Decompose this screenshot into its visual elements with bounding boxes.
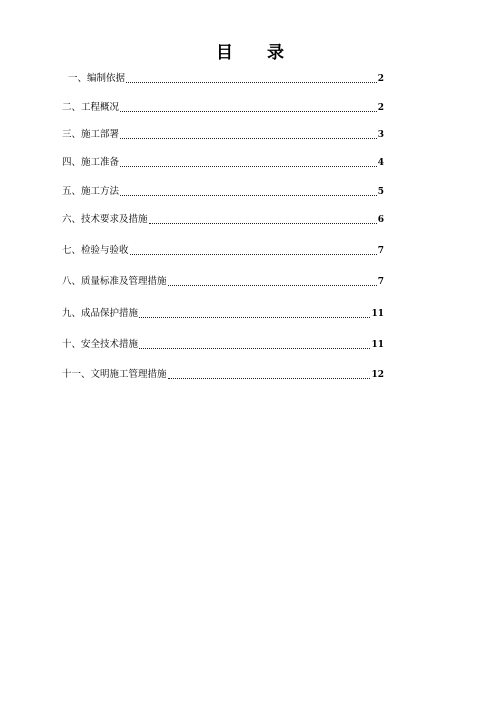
toc-entry[interactable]: [62, 156, 384, 170]
toc-entry[interactable]: [62, 185, 384, 199]
toc-leader-dots: [120, 111, 377, 112]
toc-entry-label: 八、质量标准及管理措施: [62, 276, 167, 287]
toc-entry[interactable]: [62, 244, 384, 258]
toc-entry[interactable]: [62, 128, 384, 142]
toc-entry[interactable]: [62, 72, 384, 86]
toc-leader-dots: [168, 285, 377, 286]
toc-leader-dots: [120, 166, 377, 167]
toc-entry[interactable]: [62, 275, 384, 289]
toc-entry-label: 二、工程概况: [62, 102, 120, 113]
toc-entry-page: 11: [371, 340, 384, 350]
toc-leader-dots: [130, 254, 377, 255]
toc-entry-page: 7: [377, 277, 384, 287]
toc-entry-page: 5: [377, 187, 384, 197]
toc-leader-dots: [149, 223, 377, 224]
toc-entry-label: 十一、文明施工管理措施: [62, 369, 167, 380]
toc-leader-dots: [139, 348, 370, 349]
toc-entry-page: 4: [377, 158, 384, 168]
toc-entry-label: 六、技术要求及措施: [62, 214, 148, 225]
toc-entry-page: 12: [371, 370, 384, 380]
toc-entry-page: 2: [377, 103, 384, 113]
toc-entry-label: 一、编制依据: [68, 73, 126, 84]
toc-entry[interactable]: [62, 338, 384, 352]
toc-entry-page: 7: [377, 246, 384, 256]
toc-entry-page: 6: [377, 215, 384, 225]
toc-leader-dots: [126, 82, 377, 83]
toc-entry[interactable]: [62, 101, 384, 115]
toc-title: 目 录: [216, 43, 298, 63]
toc-entry-label: 三、施工部署: [62, 129, 120, 140]
toc-entry-label: 十、安全技术措施: [62, 339, 139, 350]
toc-entry-label: 四、施工准备: [62, 157, 120, 168]
toc-entry[interactable]: [62, 213, 384, 227]
toc-entry[interactable]: [62, 307, 384, 321]
toc-entry-page: 2: [377, 74, 384, 84]
toc-leader-dots: [139, 317, 370, 318]
toc-leader-dots: [120, 195, 377, 196]
toc-entry[interactable]: [62, 368, 384, 382]
toc-entry-page: 3: [377, 130, 384, 140]
toc-leader-dots: [168, 378, 371, 379]
toc-entry-page: 11: [371, 309, 384, 319]
toc-leader-dots: [120, 138, 377, 139]
toc-entry-label: 九、成品保护措施: [62, 308, 139, 319]
toc-entry-label: 五、施工方法: [62, 186, 120, 197]
toc-entry-label: 七、检验与验收: [62, 245, 129, 256]
